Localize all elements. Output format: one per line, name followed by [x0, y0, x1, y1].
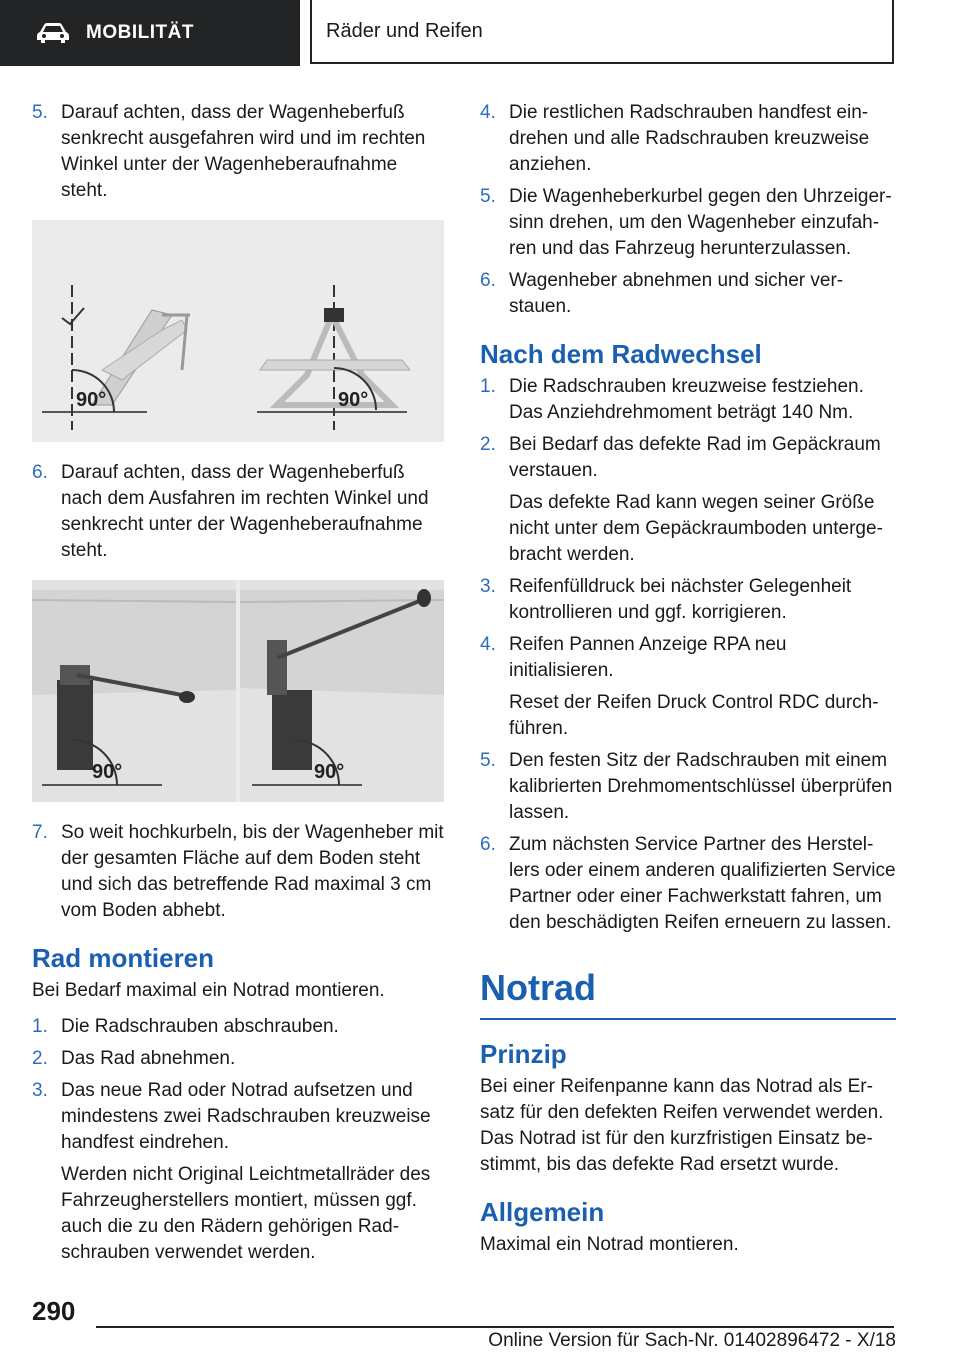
- step-text: Reifen Pannen Anzeige RPA neu initialisieren.: [509, 634, 787, 681]
- chapter-heading: Notrad: [480, 966, 896, 1020]
- step-number: 6.: [32, 462, 48, 483]
- list-item: [480, 184, 896, 262]
- list-item: [480, 432, 896, 568]
- section-title: MOBILITÄT: [86, 22, 194, 43]
- page-number: 290: [32, 1296, 76, 1326]
- step-note: Das defekte Rad kann wegen seiner Größe nicht unter dem Gepäckraumboden untergebracht werden.: [509, 492, 883, 565]
- step-text: Das Rad abnehmen.: [61, 1048, 236, 1069]
- section-heading: Prinzip: [480, 1039, 567, 1069]
- step-number: 4.: [480, 634, 496, 655]
- step-number: 1.: [480, 376, 496, 397]
- section-tab: [0, 0, 300, 66]
- list-item: [480, 748, 896, 826]
- list-item: [480, 632, 896, 742]
- left-column: [32, 100, 446, 1272]
- step-text: Den festen Sitz der Radschrauben mit einem kalibrierten Drehmomentschlüssel überprüfen lassen.: [509, 750, 893, 823]
- angle-label: 90°: [314, 761, 345, 783]
- list-item: [480, 832, 896, 936]
- list-item: [32, 460, 446, 564]
- car-icon: [36, 22, 70, 44]
- angle-label: 90°: [338, 389, 369, 411]
- step-number: 7.: [32, 822, 48, 843]
- list-item: [32, 1014, 446, 1040]
- angle-label: 90°: [92, 761, 123, 783]
- step-number: 3.: [32, 1080, 48, 1101]
- section-heading: Rad montieren: [32, 943, 215, 973]
- step-text: Die restlichen Radschrauben handfest eindrehen und alle Radschrauben kreuzweise anziehen.: [509, 102, 870, 175]
- step-number: 2.: [32, 1048, 48, 1069]
- step-number: 5.: [32, 102, 48, 123]
- step-text: So weit hochkurbeln, bis der Wagenheber mit der gesamten Fläche auf dem Boden steht und sich das betreffende Rad maximal 3 cm vom Boden abhebt.: [61, 822, 444, 921]
- right-column: [480, 100, 896, 1268]
- list-item: [480, 268, 896, 320]
- section-intro: Bei Bedarf maximal ein Notrad montieren.: [32, 980, 385, 1001]
- list-item: [480, 374, 896, 426]
- angle-label: 90°: [76, 389, 107, 411]
- step-text: Reifenfülldruck bei nächster Gelegenheit kontrollieren und ggf. korrigieren.: [509, 576, 852, 623]
- footer-divider: [96, 1326, 894, 1328]
- section-text: Bei einer Reifenpanne kann das Notrad als Ersatz für den defekten Reifen verwendet werden. Das Notrad ist für den kurzfristigen Einsatz bestimmt, bis das defekte Rad ersetzt wurde.: [480, 1076, 884, 1175]
- scissor-jack-figure: [32, 220, 444, 442]
- chapter-title: Räder und Reifen: [326, 19, 483, 42]
- online-version-note: Online Version für Sach-Nr. 01402896472 - X/18: [488, 1330, 896, 1351]
- step-text: Wagenheber abnehmen und sicher verstauen.: [509, 270, 844, 317]
- section-text: Maximal ein Notrad montieren.: [480, 1234, 739, 1255]
- step-note: Reset der Reifen Druck Control RDC durchführen.: [509, 692, 879, 739]
- step-number: 2.: [480, 434, 496, 455]
- step-number: 3.: [480, 576, 496, 597]
- step-text: Darauf achten, dass der Wagenheberfuß nach dem Ausfahren im rechten Winkel und senkrecht unter der Wagenheberaufnahme steht.: [61, 462, 429, 561]
- chapter-tab: [310, 0, 894, 64]
- step-text: Zum nächsten Service Partner des Herstellers oder einem anderen qualifizierten Service Partner oder einer Fachwerkstatt fahren, um den beschädigten Reifen erneuern zu lassen.: [509, 834, 896, 933]
- step-number: 6.: [480, 834, 496, 855]
- step-number: 4.: [480, 102, 496, 123]
- step-text: Die Radschrauben abschrauben.: [61, 1016, 339, 1037]
- section-heading: Allgemein: [480, 1197, 605, 1227]
- list-item: [32, 1078, 446, 1266]
- step-number: 5.: [480, 750, 496, 771]
- step-number: 1.: [32, 1016, 48, 1037]
- list-item: [32, 1046, 446, 1072]
- list-item: [480, 574, 896, 626]
- step-text: Das neue Rad oder Notrad aufsetzen und mindestens zwei Radschrauben kreuzweise handfest eindrehen.: [61, 1080, 431, 1153]
- step-text: Die Wagenheberkurbel gegen den Uhrzeigersinn drehen, um den Wagenheber einzufahren und das Fahrzeug herunterzulassen.: [509, 186, 892, 259]
- jack-under-vehicle-figure: [32, 580, 444, 802]
- list-item: [32, 100, 446, 204]
- step-number: 5.: [480, 186, 496, 207]
- step-number: 6.: [480, 270, 496, 291]
- step-text: Bei Bedarf das defekte Rad im Gepäckraum verstauen.: [509, 434, 881, 481]
- section-heading: Nach dem Radwechsel: [480, 339, 762, 369]
- step-text: Die Radschrauben kreuzweise festziehen. Das Anziehdrehmoment beträgt 140 Nm.: [509, 376, 864, 423]
- step-text: Darauf achten, dass der Wagenheberfuß senkrecht ausgefahren wird und im rechten Winkel unter der Wagenheberaufnahme steht.: [61, 102, 426, 201]
- list-item: [480, 100, 896, 178]
- list-item: [32, 820, 446, 924]
- step-note: Werden nicht Original Leichtmetallräder des Fahrzeugherstellers montiert, müssen ggf. auch die zu den Rädern gehörigen Radschrauben verwendet werden.: [61, 1164, 431, 1263]
